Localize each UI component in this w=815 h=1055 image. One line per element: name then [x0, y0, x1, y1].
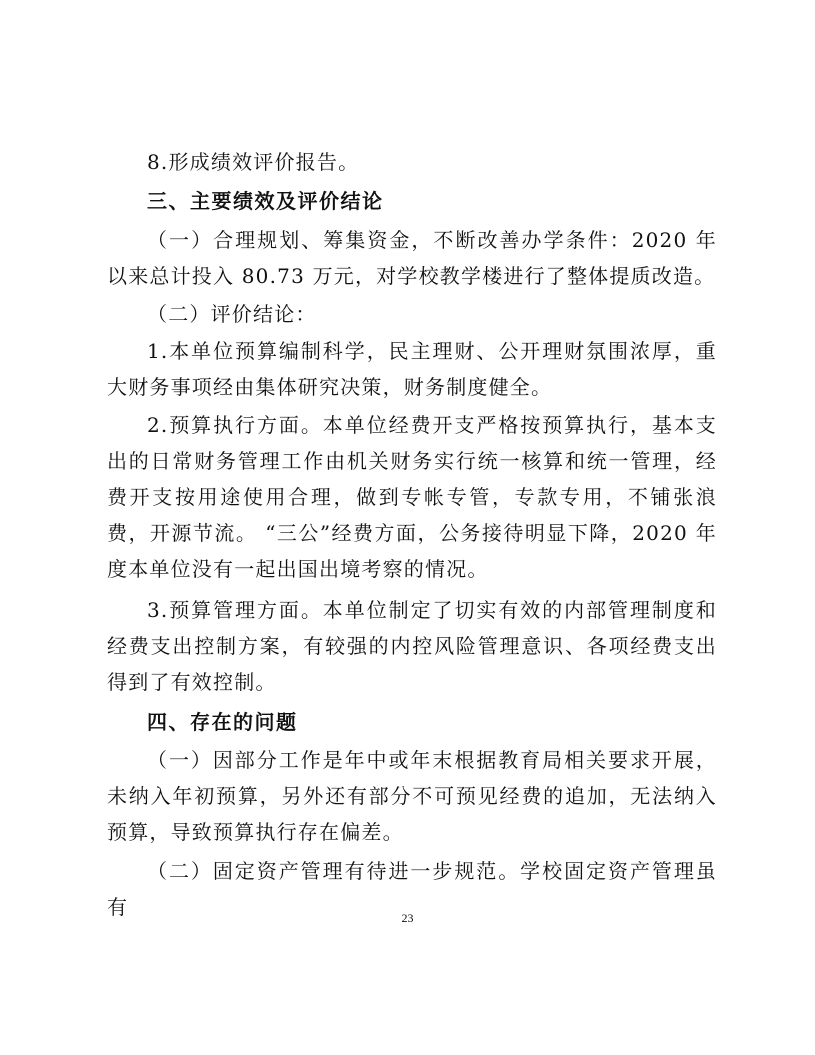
paragraph-conclusion-heading: （二）评价结论： — [147, 302, 317, 326]
paragraph-problem-2: （二）固定资产管理有待进一步规范。学校固定资产管理虽有 — [107, 859, 717, 919]
paragraph-step-8: 8.形成绩效评价报告。 — [147, 150, 360, 174]
paragraph-conclusion-3: 3.预算管理方面。本单位制定了切实有效的内部管理制度和经费支出控制方案，有较强的内控风险管理意识、各项经费支出得到了有效控制。 — [107, 598, 717, 694]
paragraph-funding: （一）合理规划、筹集资金，不断改善办学条件：2020 年以来总计投入 80.73 万元，对学校教学楼进行了整体提质改造。 — [107, 228, 717, 288]
paragraph-conclusion-2: 2.预算执行方面。本单位经费开支严格按预算执行，基本支出的日常财务管理工作由机关财务实行统一核算和统一管理，经费开支按用途使用合理，做到专帐专管，专款专用，不铺张浪费，开源节流。 “三公”经费方面，公务接待明显下降，2020 年度本单位没有一起出国出境考察的情况。 — [107, 413, 717, 581]
section-heading-3: 三、主要绩效及评价结论 — [147, 189, 384, 213]
section-heading-4: 四、存在的问题 — [147, 710, 298, 734]
paragraph-problem-1: （一）因部分工作是年中或年末根据教育局相关要求开展，未纳入年初预算，另外还有部分不可预见经费的追加，无法纳入预算，导致预算执行存在偏差。 — [107, 748, 717, 844]
paragraph-conclusion-1: 1.本单位预算编制科学，民主理财、公开理财氛围浓厚，重大财务事项经由集体研究决策，财务制度健全。 — [107, 339, 717, 399]
page-number: 23 — [401, 911, 414, 925]
